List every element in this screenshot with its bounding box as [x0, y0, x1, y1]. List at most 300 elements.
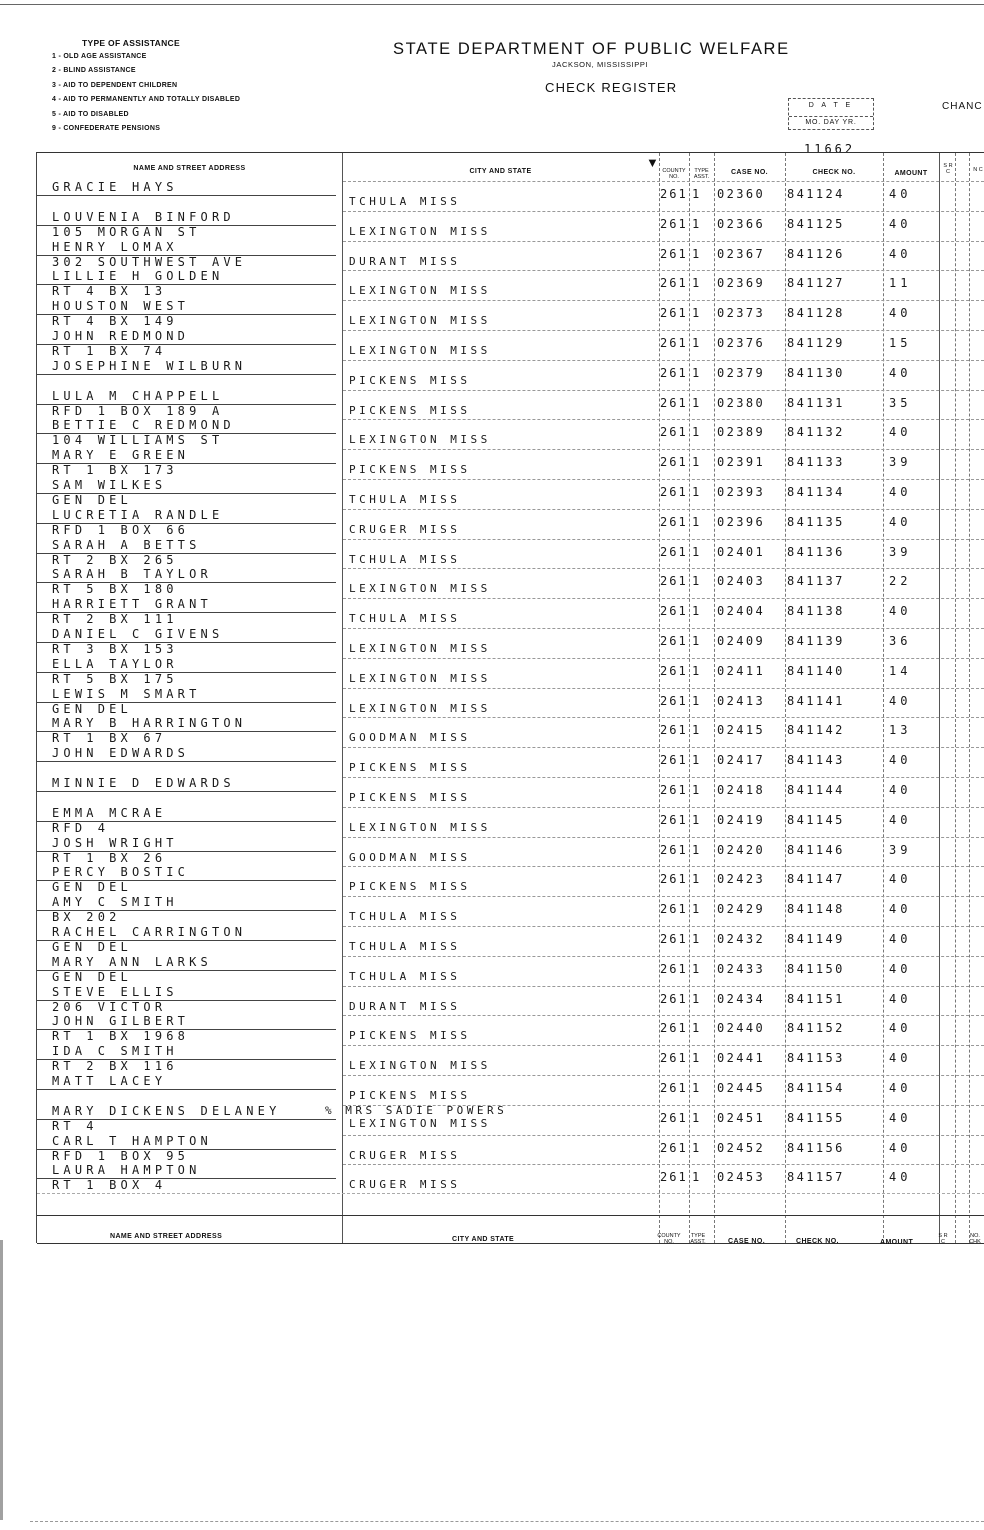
recipient-name: CARL T HAMPTON — [52, 1133, 212, 1148]
city-state: DURANT MISS — [349, 254, 461, 268]
table-row — [36, 658, 984, 688]
col-header-amount: AMOUNT — [894, 170, 928, 177]
check-no: 841126 — [787, 246, 845, 261]
street-address: 105 MORGAN ST — [52, 224, 201, 239]
recipient-name: AMY C SMITH — [52, 895, 178, 910]
type-asst: 1 — [692, 1170, 704, 1185]
type-asst: 1 — [692, 693, 704, 708]
table-row — [36, 747, 984, 777]
recipient-name: LILLIE H GOLDEN — [52, 269, 224, 284]
case-no: 02376 — [717, 336, 766, 350]
type-asst: 1 — [692, 1110, 704, 1125]
amount: 40 — [889, 693, 912, 708]
amount: 40 — [889, 1140, 912, 1155]
street-address: RFD 1 BOX 66 — [52, 522, 190, 537]
check-no: 841137 — [787, 574, 845, 589]
table-row — [36, 360, 984, 390]
case-no: 02452 — [717, 1140, 766, 1155]
county-no: 261 — [660, 455, 688, 470]
table-row — [36, 390, 984, 420]
type-asst: 1 — [692, 276, 704, 291]
table-row — [36, 449, 984, 479]
col-header-no: N C — [973, 167, 983, 173]
county-no: 261 — [660, 246, 688, 261]
case-no: 02409 — [717, 634, 766, 648]
footer-no: NO. CHK — [969, 1233, 981, 1245]
col-header-type: TYPE ASST. — [693, 168, 710, 180]
check-no: 841153 — [787, 1051, 845, 1066]
table-row — [36, 181, 984, 211]
check-no: 841156 — [787, 1140, 845, 1155]
footer-check: CHECK NO. — [796, 1238, 839, 1245]
recipient-name: LUCRETIA RANDLE — [52, 507, 224, 522]
county-no: 261 — [660, 872, 688, 887]
street-address: BX 202 — [52, 910, 121, 925]
case-no: 02366 — [717, 216, 766, 231]
case-no: 02401 — [717, 544, 766, 559]
table-row — [36, 896, 984, 926]
footer-src: S R C — [938, 1233, 948, 1245]
city-state: PICKENS MISS — [349, 1029, 471, 1043]
type-asst: 1 — [692, 336, 704, 350]
table-row — [36, 479, 984, 509]
footer-city: CITY AND STATE — [452, 1236, 515, 1243]
city-state: LEXINGTON MISS — [349, 1059, 491, 1073]
case-no: 02434 — [717, 991, 766, 1006]
street-address: RT 3 BX 153 — [52, 642, 178, 656]
table-row — [36, 539, 984, 569]
recipient-name: MARY DICKENS DELANEY — [52, 1103, 281, 1118]
legend-title: TYPE OF ASSISTANCE — [82, 38, 180, 48]
city-state: TCHULA MISS — [349, 552, 461, 566]
street-address: RT 1 BX 26 — [52, 850, 167, 865]
street-address: RT 1 BX 74 — [52, 344, 167, 358]
city-state: LEXINGTON MISS — [349, 582, 491, 596]
recipient-name: SAM WILKES — [52, 478, 167, 492]
type-asst: 1 — [692, 306, 704, 321]
down-arrow-icon: ▼ — [646, 155, 659, 170]
col-header-src: S R C — [943, 163, 953, 175]
city-state: TCHULA MISS — [349, 612, 461, 626]
table-row — [36, 568, 984, 598]
county-no: 261 — [660, 187, 688, 201]
type-asst: 1 — [692, 514, 704, 529]
county-no: 261 — [660, 663, 688, 678]
type-asst: 1 — [692, 753, 704, 768]
check-no: 841142 — [787, 723, 845, 738]
recipient-name: SARAH B TAYLOR — [52, 567, 212, 582]
amount: 39 — [889, 455, 912, 470]
type-asst: 1 — [692, 425, 704, 440]
type-asst: 1 — [692, 663, 704, 678]
city-state: TCHULA MISS — [349, 969, 461, 983]
type-asst: 1 — [692, 1021, 704, 1036]
type-asst: 1 — [692, 604, 704, 619]
recipient-name: MARY B HARRINGTON — [52, 716, 247, 731]
city-state: LEXINGTON MISS — [349, 224, 491, 238]
city-state: GOODMAN MISS — [349, 850, 471, 864]
check-no: 841135 — [787, 514, 845, 529]
case-no: 02419 — [717, 812, 766, 827]
amount: 35 — [889, 395, 912, 410]
amount: 13 — [889, 723, 912, 738]
county-no: 261 — [660, 902, 688, 917]
table-row — [36, 211, 984, 241]
city-state: LEXINGTON MISS — [349, 433, 491, 447]
city-state: CRUGER MISS — [349, 522, 461, 536]
city-state: TCHULA MISS — [349, 940, 461, 953]
recipient-name: MATT LACEY — [52, 1074, 167, 1088]
city-state: TCHULA MISS — [349, 910, 461, 924]
county-no: 261 — [660, 634, 688, 648]
table-row — [36, 598, 984, 628]
city-state: LEXINGTON MISS — [349, 314, 491, 328]
legend-item: 1 - OLD AGE ASSISTANCE — [52, 52, 147, 60]
recipient-name: HARRIETT GRANT — [52, 597, 212, 612]
county-no: 261 — [660, 485, 688, 499]
case-no: 02429 — [717, 902, 766, 917]
street-address: RT 5 BX 175 — [52, 671, 178, 686]
case-no: 02367 — [717, 246, 766, 261]
type-asst: 1 — [692, 723, 704, 738]
type-asst: 1 — [692, 842, 704, 857]
street-address: RT 4 — [52, 1118, 98, 1133]
county-no: 261 — [660, 1081, 688, 1095]
city-state: PICKENS MISS — [349, 373, 471, 387]
case-no: 02393 — [717, 485, 766, 499]
recipient-name: STEVE ELLIS — [52, 984, 178, 999]
amount: 40 — [889, 753, 912, 768]
recipient-name: LAURA HAMPTON — [52, 1163, 201, 1178]
recipient-name: LOUVENIA BINFORD — [52, 209, 235, 224]
case-no: 02411 — [717, 663, 766, 678]
check-no: 841131 — [787, 395, 845, 410]
table-row — [36, 986, 984, 1016]
amount: 40 — [889, 365, 912, 380]
case-no: 02373 — [717, 306, 766, 321]
recipient-name: RACHEL CARRINGTON — [52, 925, 247, 939]
check-no: 841133 — [787, 455, 845, 470]
case-no: 02413 — [717, 693, 766, 708]
check-no: 841127 — [787, 276, 845, 291]
amount: 36 — [889, 634, 912, 648]
recipient-name: SARAH A BETTS — [52, 537, 201, 552]
case-no: 02379 — [717, 365, 766, 380]
check-no: 841145 — [787, 812, 845, 827]
check-no: 841138 — [787, 604, 845, 619]
recipient-name: LULA M CHAPPELL — [52, 388, 224, 403]
county-no: 261 — [660, 991, 688, 1006]
type-asst: 1 — [692, 872, 704, 887]
table-row — [36, 1015, 984, 1045]
county-no: 261 — [660, 783, 688, 797]
type-asst: 1 — [692, 961, 704, 976]
amount: 40 — [889, 902, 912, 917]
street-address: 302 SOUTHWEST AVE — [52, 254, 247, 269]
county-no: 261 — [660, 336, 688, 350]
check-no: 841124 — [787, 187, 845, 201]
street-address: GEN DEL — [52, 493, 132, 507]
case-no: 02404 — [717, 604, 766, 619]
recipient-name: PERCY BOSTIC — [52, 865, 190, 880]
footer-case: CASE NO. — [728, 1238, 766, 1245]
amount: 40 — [889, 604, 912, 619]
type-asst: 1 — [692, 634, 704, 648]
check-no: 841148 — [787, 902, 845, 917]
check-no: 841129 — [787, 336, 845, 350]
case-no: 02396 — [717, 514, 766, 529]
city-state: CRUGER MISS — [349, 1148, 461, 1162]
table-row — [36, 419, 984, 449]
case-no: 02403 — [717, 574, 766, 589]
street-address: GEN DEL — [52, 701, 132, 716]
check-no: 841147 — [787, 872, 845, 887]
case-no: 02440 — [717, 1021, 766, 1036]
recipient-name: JOHN REDMOND — [52, 329, 190, 343]
street-address: RT 5 BX 180 — [52, 582, 178, 597]
recipient-name: JOHN EDWARDS — [52, 746, 190, 761]
amount: 11 — [889, 276, 912, 291]
street-address: RT 2 BX 111 — [52, 612, 178, 627]
col-header-name: NAME AND STREET ADDRESS — [133, 165, 246, 172]
case-no: 02415 — [717, 723, 766, 738]
street-address: RT 4 BX 13 — [52, 284, 167, 299]
city-state: PICKENS MISS — [349, 403, 471, 417]
recipient-name: DANIEL C GIVENS — [52, 627, 224, 641]
amount: 40 — [889, 246, 912, 261]
amount: 22 — [889, 574, 912, 589]
amount: 40 — [889, 485, 912, 499]
table-row — [36, 956, 984, 986]
table-row — [36, 1045, 984, 1075]
amount: 40 — [889, 872, 912, 887]
county-no: 261 — [660, 842, 688, 857]
amount: 40 — [889, 1110, 912, 1125]
type-asst: 1 — [692, 216, 704, 231]
location: JACKSON, MISSISSIPPI — [552, 60, 649, 69]
street-address: 104 WILLIAMS ST — [52, 433, 224, 448]
check-no: 841149 — [787, 932, 845, 946]
type-asst: 1 — [692, 932, 704, 946]
type-asst: 1 — [692, 1140, 704, 1155]
amount: 40 — [889, 216, 912, 231]
check-no: 841152 — [787, 1021, 845, 1036]
street-address: GEN DEL — [52, 969, 132, 984]
table-row — [36, 837, 984, 867]
recipient-name: MARY E GREEN — [52, 448, 190, 463]
city-state: PICKENS MISS — [349, 1089, 471, 1102]
city-state: CRUGER MISS — [349, 1178, 461, 1192]
check-no: 841151 — [787, 991, 845, 1006]
case-no: 02391 — [717, 455, 766, 470]
city-state: PICKENS MISS — [349, 463, 471, 477]
type-asst: 1 — [692, 544, 704, 559]
city-state: LEXINGTON MISS — [349, 344, 491, 357]
table-row — [36, 866, 984, 896]
case-no: 02380 — [717, 395, 766, 410]
county-no: 261 — [660, 723, 688, 738]
case-no: 02360 — [717, 187, 766, 201]
type-asst: 1 — [692, 365, 704, 380]
footer-type: TYPE ASST. — [690, 1233, 706, 1245]
type-asst: 1 — [692, 783, 704, 797]
table-row — [36, 330, 984, 360]
street-address: RT 1 BX 1968 — [52, 1029, 190, 1044]
county-no: 261 — [660, 812, 688, 827]
type-asst: 1 — [692, 485, 704, 499]
legend-item: 2 - BLIND ASSISTANCE — [52, 67, 136, 74]
check-no: 841155 — [787, 1110, 845, 1125]
street-address: 206 VICTOR — [52, 999, 167, 1014]
check-no: 841134 — [787, 485, 845, 499]
legend-item: 4 - AID TO PERMANENTLY AND TOTALLY DISABLED — [52, 96, 241, 103]
street-address: RT 1 BX 173 — [52, 463, 178, 478]
date-label: D A T E — [808, 102, 854, 109]
county-no: 261 — [660, 395, 688, 410]
county-no: 261 — [660, 514, 688, 529]
city-state: GOODMAN MISS — [349, 731, 471, 745]
table-row — [36, 509, 984, 539]
table-row — [36, 241, 984, 271]
legend-item: 3 - AID TO DEPENDENT CHILDREN — [52, 81, 178, 89]
type-asst: 1 — [692, 395, 704, 410]
amount: 40 — [889, 1051, 912, 1066]
check-no: 841128 — [787, 306, 845, 321]
recipient-name: LEWIS M SMART — [52, 686, 201, 701]
case-no: 02417 — [717, 753, 766, 768]
city-state: PICKENS MISS — [349, 791, 471, 804]
amount: 40 — [889, 514, 912, 529]
check-no: 841141 — [787, 693, 845, 708]
amount: 40 — [889, 187, 912, 201]
date-box — [788, 98, 874, 130]
legend-item: 9 - CONFEDERATE PENSIONS — [52, 125, 161, 132]
county-no: 261 — [660, 276, 688, 291]
table-row — [36, 777, 984, 807]
table-row — [36, 1164, 984, 1194]
city-state: TCHULA MISS — [349, 195, 461, 208]
table-row — [36, 688, 984, 718]
street-address: RFD 4 — [52, 820, 110, 835]
case-no: 02418 — [717, 783, 766, 797]
amount: 40 — [889, 306, 912, 321]
footer-county: COUNTY NO. — [657, 1233, 681, 1245]
county-no: 261 — [660, 306, 688, 321]
check-no: 841139 — [787, 634, 845, 648]
street-address: RFD 1 BOX 189 A — [52, 403, 224, 418]
date-columns: MO. DAY YR. — [789, 116, 873, 126]
county-no: 261 — [660, 1110, 688, 1125]
type-asst: 1 — [692, 574, 704, 589]
check-no: 841132 — [787, 425, 845, 440]
col-header-case: CASE NO. — [730, 169, 769, 176]
bottom-rule — [30, 1521, 984, 1522]
type-asst: 1 — [692, 812, 704, 827]
amount: 40 — [889, 1170, 912, 1185]
check-no: 841144 — [787, 783, 845, 797]
type-asst: 1 — [692, 455, 704, 470]
case-no: 02420 — [717, 842, 766, 857]
recipient-name: IDA C SMITH — [52, 1044, 178, 1059]
recipient-name: EMMA MCRAE — [52, 805, 167, 820]
amount: 39 — [889, 842, 912, 857]
page-title: STATE DEPARTMENT OF PUBLIC WELFARE — [393, 40, 790, 58]
table-row — [36, 1135, 984, 1165]
recipient-name: JOHN GILBERT — [52, 1014, 190, 1029]
table-row — [36, 300, 984, 330]
case-no: 02369 — [717, 276, 766, 291]
county-no: 261 — [660, 932, 688, 946]
county-no: 261 — [660, 1140, 688, 1155]
case-no: 02389 — [717, 425, 766, 440]
county-no: 261 — [660, 1021, 688, 1036]
case-no: 02433 — [717, 961, 766, 976]
street-address: RFD 1 BOX 95 — [52, 1148, 190, 1163]
city-state: LEXINGTON MISS — [349, 820, 491, 834]
col-header-city: CITY AND STATE — [469, 168, 532, 175]
city-state: PICKENS MISS — [349, 761, 471, 775]
legend-item: 5 - AID TO DISABLED — [52, 110, 129, 118]
amount: 40 — [889, 961, 912, 976]
recipient-name: JOSH WRIGHT — [52, 835, 178, 850]
case-no: 02453 — [717, 1170, 766, 1185]
check-no: 841130 — [787, 365, 845, 380]
care-of: % MRS SADIE POWERS — [325, 1103, 508, 1117]
county-no: 261 — [660, 216, 688, 231]
check-no: 841140 — [787, 663, 845, 678]
check-no: 841150 — [787, 961, 845, 976]
type-asst: 1 — [692, 1051, 704, 1066]
recipient-name: MARY ANN LARKS — [52, 954, 212, 969]
county-no: 261 — [660, 1051, 688, 1066]
county-no: 261 — [660, 544, 688, 559]
case-no: 02432 — [717, 932, 766, 946]
table-row — [36, 1105, 984, 1135]
check-no: 841136 — [787, 544, 845, 559]
type-asst: 1 — [692, 246, 704, 261]
case-no: 02445 — [717, 1081, 766, 1095]
assistance-legend — [52, 36, 240, 137]
check-no: 841157 — [787, 1170, 845, 1185]
city-state: TCHULA MISS — [349, 493, 461, 506]
county-no: 261 — [660, 753, 688, 768]
amount: 39 — [889, 544, 912, 559]
city-state: LEXINGTON MISS — [349, 671, 491, 685]
type-asst: 1 — [692, 902, 704, 917]
col-header-check: CHECK NO. — [812, 169, 856, 176]
recipient-name: BETTIE C REDMOND — [52, 418, 235, 433]
table-row — [36, 1075, 984, 1105]
amount: 40 — [889, 1021, 912, 1036]
city-state: LEXINGTON MISS — [349, 642, 491, 655]
recipient-name: JOSEPHINE WILBURN — [52, 358, 247, 373]
amount: 15 — [889, 336, 912, 350]
amount: 40 — [889, 932, 912, 946]
amount: 14 — [889, 663, 912, 678]
footer-amount: AMOUNT — [880, 1239, 914, 1246]
table-row — [36, 270, 984, 300]
recipient-name: ELLA TAYLOR — [52, 656, 178, 671]
table-row — [36, 926, 984, 956]
city-state: LEXINGTON MISS — [349, 701, 491, 715]
city-state: DURANT MISS — [349, 999, 461, 1013]
top-rule — [0, 4, 984, 5]
case-no: 02451 — [717, 1110, 766, 1125]
table-row — [36, 717, 984, 747]
city-state: LEXINGTON MISS — [349, 284, 491, 298]
col-header-county: COUNTY NO. — [662, 168, 686, 180]
street-address: RT 1 BOX 4 — [52, 1178, 167, 1193]
